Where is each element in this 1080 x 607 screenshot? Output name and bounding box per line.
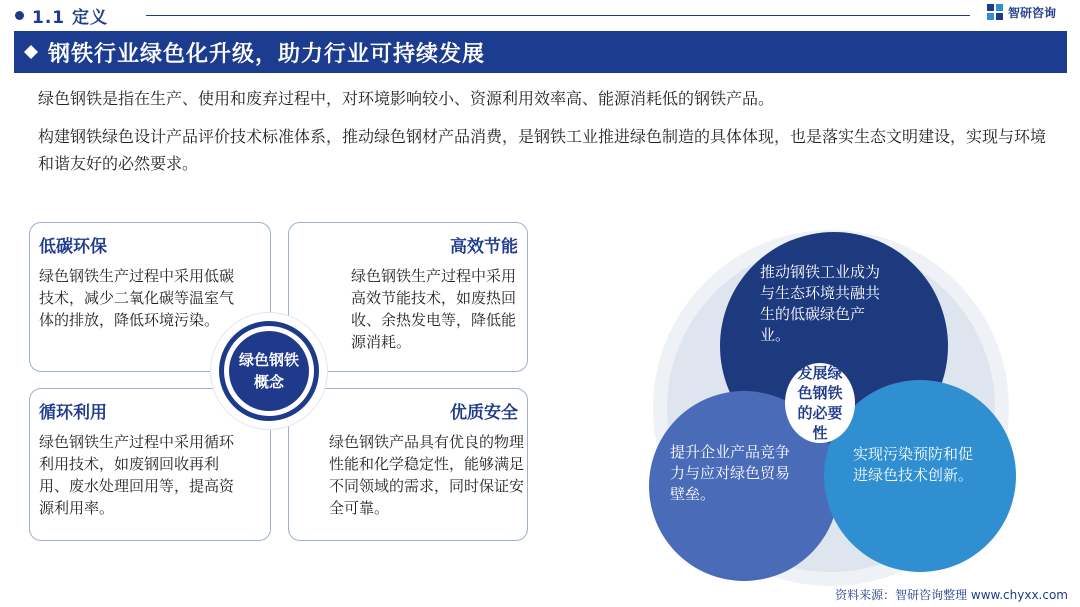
- source-note: 资料来源：智研咨询整理 www.chyxx.com: [835, 588, 1068, 602]
- venn-text-left: 提升企业产品竞争力与应对绿色贸易壁垒。: [670, 443, 791, 503]
- intro-paragraph-1: 绿色钢铁是指在生产、使用和废弃过程中，对环境影响较小、资源利用效率高、能源消耗低的钢铁产品。: [38, 89, 775, 108]
- concept-center-line-1: 绿色钢铁: [238, 351, 299, 369]
- diamond-icon: [24, 45, 38, 59]
- card-title: 低碳环保: [39, 237, 107, 257]
- concept-center-badge: [229, 331, 309, 411]
- title-banner: [14, 31, 1067, 73]
- card-title: 循环利用: [39, 403, 107, 423]
- card-title: 优质安全: [450, 403, 518, 423]
- venn-center-label: [785, 363, 855, 443]
- concept-card-quality-safety: [288, 388, 528, 541]
- card-body: 绿色钢铁产品具有优良的物理性能和化学稳定性，能够满足不同领域的需求，同时保证安全可靠。: [329, 433, 525, 517]
- venn-text-right: 实现污染预防和促进绿色技术创新。: [853, 445, 974, 484]
- logo-mark-icon: [986, 3, 1004, 21]
- concept-center-line-2: 概念: [253, 373, 284, 391]
- card-body: 绿色钢铁生产过程中采用循环利用技术，如废钢回收再利用、废水处理回用等，提高资源利用率。: [39, 433, 235, 517]
- page-title: 钢铁行业绿色化升级，助力行业可持续发展: [48, 41, 486, 67]
- venn-center-text: 发展绿色钢铁的必要性: [797, 364, 843, 442]
- card-body: 绿色钢铁生产过程中采用高效节能技术，如废热回收、余热发电等，降低能源消耗。: [351, 267, 517, 351]
- section-bullet: [15, 11, 24, 20]
- header-rule: [146, 15, 970, 16]
- brand-logo: [986, 3, 1056, 21]
- venn-text-top: 推动钢铁工业成为与生态环境共融共生的低碳绿色产业。: [760, 263, 881, 344]
- card-title: 高效节能: [450, 237, 518, 257]
- section-label: 1.1 定义: [32, 8, 109, 28]
- intro-paragraph-2: 构建钢铁绿色设计产品评价技术标准体系，推动绿色钢材产品消费，是钢铁工业推进绿色制造的具体体现，也是落实生态文明建设，实现与环境和谐友好的必然要求。: [38, 127, 1047, 173]
- card-body: 绿色钢铁生产过程中采用低碳技术，减少二氧化碳等温室气体的排放，降低环境污染。: [39, 267, 235, 329]
- logo-text: 智研咨询: [1008, 5, 1057, 20]
- concept-card-energy-saving: [288, 222, 528, 372]
